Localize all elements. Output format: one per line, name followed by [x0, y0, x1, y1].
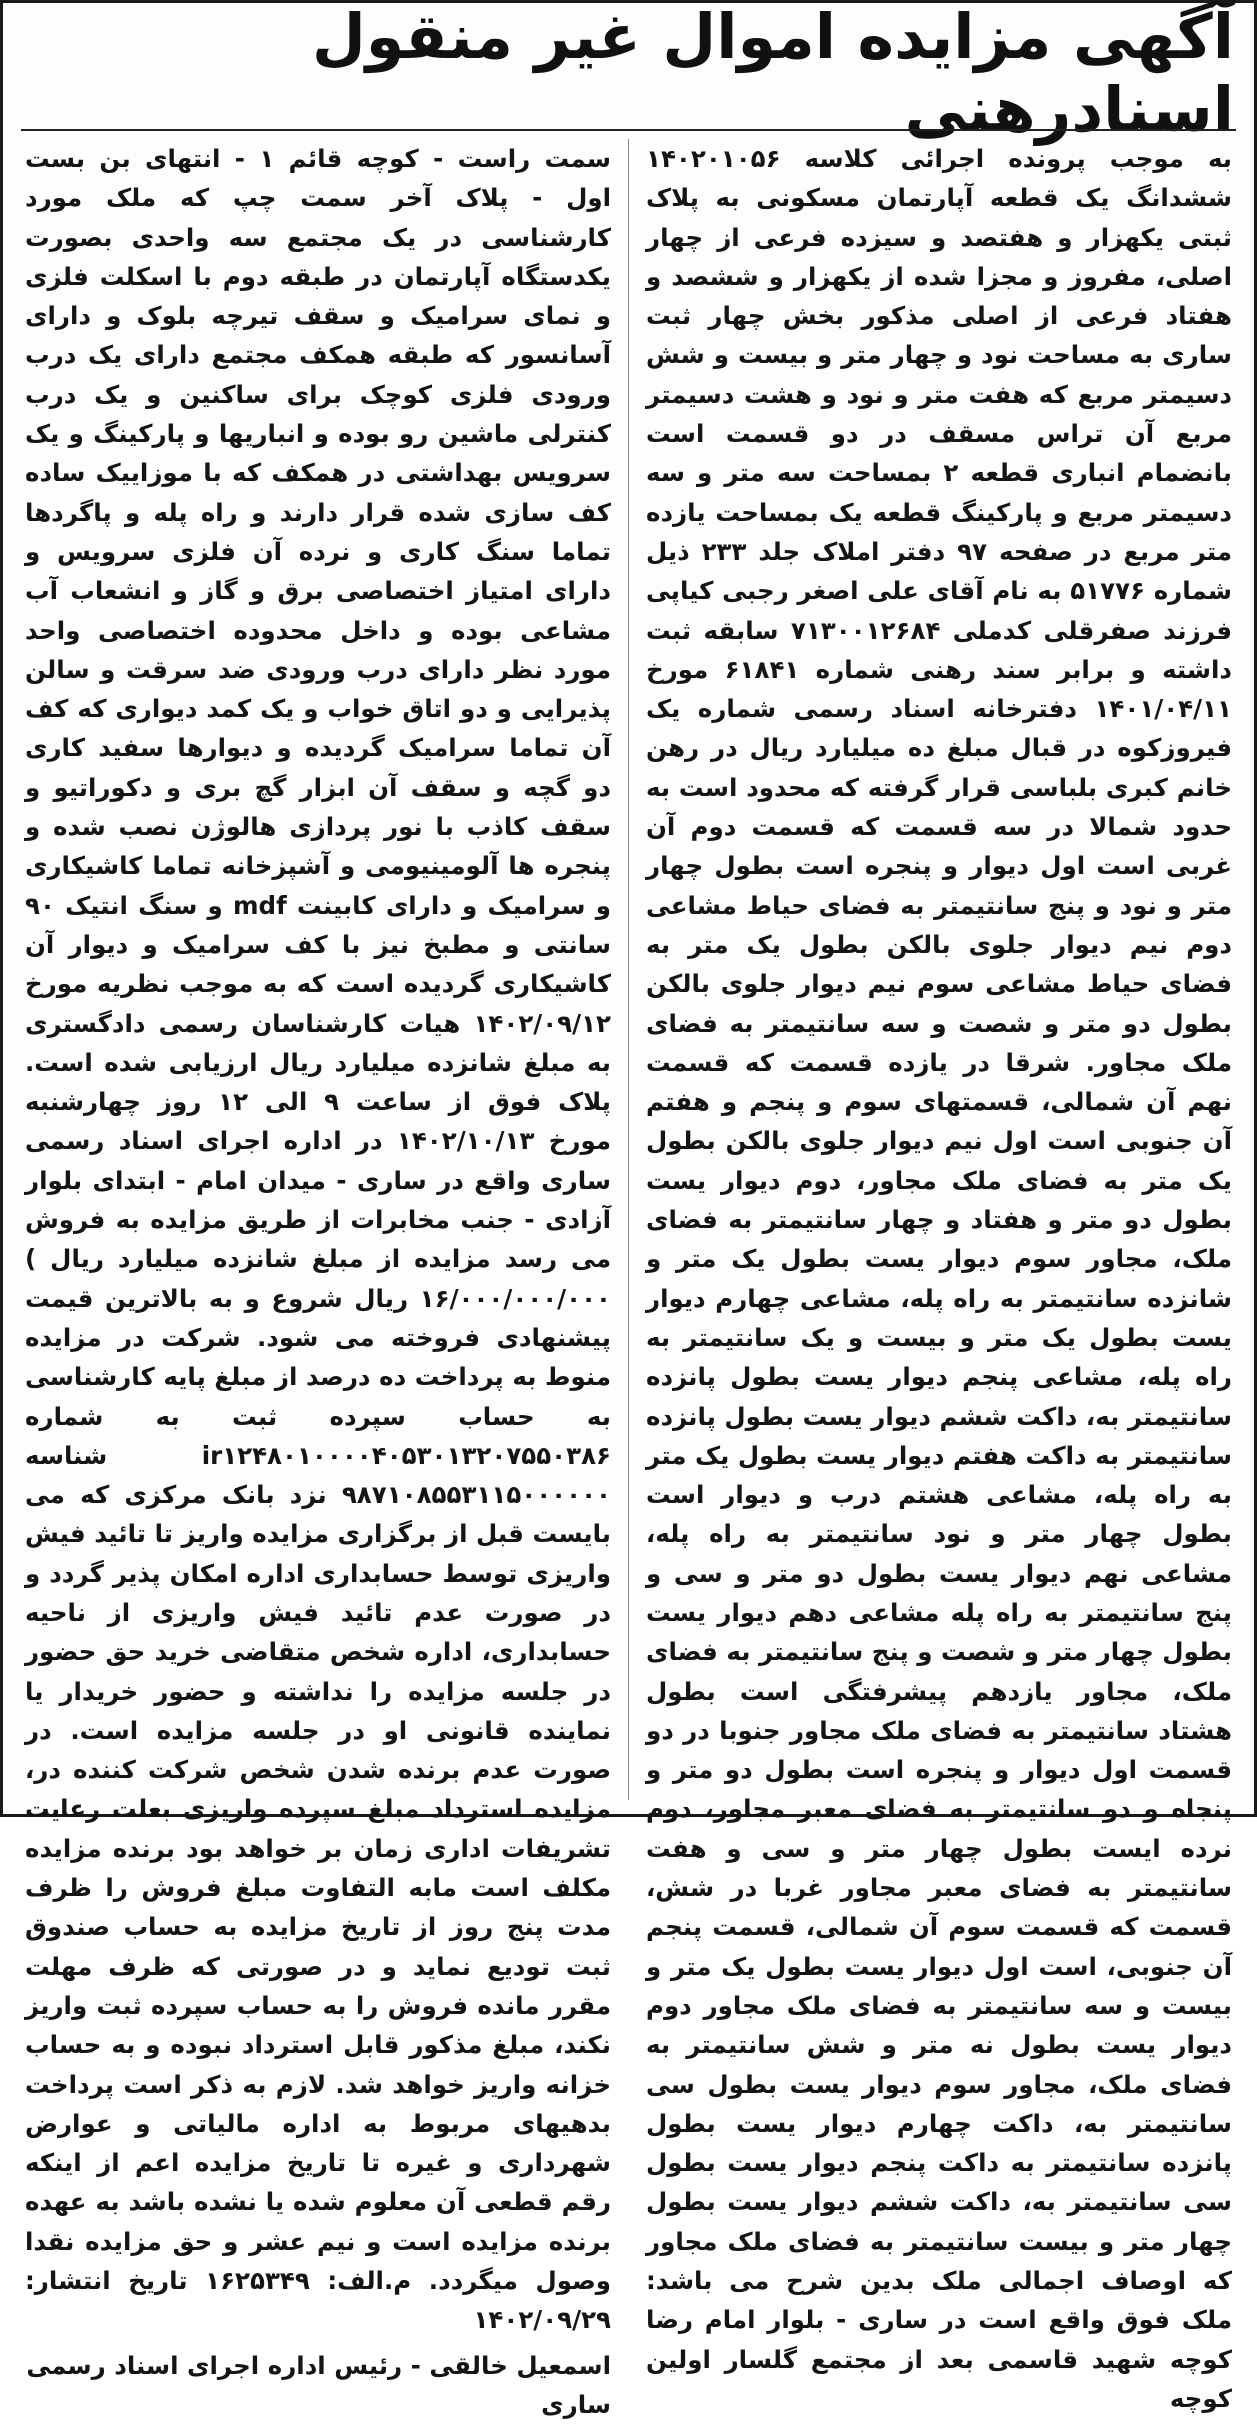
right-column	[646, 139, 1233, 2413]
signature-line: اسمعیل خالقی - رئیس اداره اجرای اسناد رسمی ساری	[26, 2350, 611, 2419]
left-column	[25, 139, 611, 2419]
text-columns	[25, 139, 1233, 2419]
right-column-text: به موجب پرونده اجرائی کلاسه ۱۴۰۲۰۱۰۵۶ ششدانگ یک قطعه آپارتمان مسکونی به پلاک ثبتی یکهزار و هفتصد و سیزده فرعی از چهار اصلی، مفروز و مجزا شده از یکهزار و ششصد و هفتاد فرعی از اصلی مذکور بخش چهار ثبت ساری به مساحت نود و چهار متر و بیست و شش دسیمتر مربع که هفت متر و نود و هشت دسیمتر مربع آن تراس مسقف در دو قسمت است بانضمام انباری قطعه ۲ بمساحت سه متر و سه دسیمتر مربع و پارکینگ قطعه یک بمساحت یازده متر مربع در صفحه ۹۷ دفتر املاک جلد ۲۳۳ ذیل شماره ۵۱۷۷۶ به نام آقای علی اصغر رجبی کیاپی فرزند صفرقلی کدملی ۷۱۳۰۰۱۲۶۸۴ سابقه ثبت داشته و برابر سند رهنی شماره ۶۱۸۴۱ مورخ ۱۴۰۱/۰۴/۱۱ دفترخانه اسناد رسمی شماره یک فیروزکوه در قبال مبلغ ده میلیارد ریال در رهن خانم کبری بلباسی قرار گرفته که محدود است به حدود شمالا در سه قسمت که قسمت دوم آن غربی است اول دیوار و پنجره است بطول چهار متر و نود و پنج سانتیمتر به فضای حیاط مشاعی دوم نیم دیوار جلوی بالکن بطول یک متر به فضای حیاط مشاعی سوم نیم دیوار جلوی بالکن بطول دو متر و شصت و سه سانتیمتر به فضای ملک مجاور. شرقا در یازده قسمت که قسمت نهم آن شمالی، قسمتهای سوم و پنجم و هفتم آن جنوبی است اول نیم دیوار جلوی بالکن بطول یک متر به فضای ملک مجاور، دوم دیوار یست بطول دو متر و هفتاد و چهار سانتیمتر به فضای ملک، مجاور سوم دیوار یست بطول یک متر و شانزده سانتیمتر به راه پله، مشاعی چهارم دیوار یست بطول یک متر و بیست و یک سانتیمتر به راه پله، مشاعی پنجم دیوار یست بطول پانزده سانتیمتر به، داکت ششم دیوار یست بطول پانزده سانتیمتر به داکت هفتم دیوار یست بطول یک متر به راه پله، مشاعی هشتم درب و دیوار است بطول چهار متر و نود سانتیمتر به راه پله، مشاعی نهم دیوار یست بطول دو متر و سی و پنج سانتیمتر به راه پله مشاعی دهم دیوار یست بطول چهار متر و شصت و پنج سانتیمتر به فضای ملک، مجاور یازدهم پیشرفتگی است بطول هشتاد سانتیمتر به فضای ملک مجاور جنوبا در دو قسمت اول دیوار و پنجره است بطول دو متر و پنجاه و دو سانتیمتر به فضای معبر مجاور، دوم نرده ایست بطول چهار متر و سی و هفت سانتیمتر به فضای معبر مجاور غربا در شش، قسمت که قسمت سوم آن شمالی، قسمت پنجم آن جنوبی، است اول دیوار یست بطول یک متر و بیست و سه سانتیمتر به فضای ملک مجاور دوم دیوار یست بطول نه متر و شش سانتیمتر به فضای ملک، مجاور سوم دیوار یست بطول سی سانتیمتر به، داکت چهارم دیوار یست بطول پانزده سانتیمتر به داکت پنجم دیوار یست بطول سی سانتیمتر به، داکت ششم دیوار یست بطول چهار متر و بیست سانتیمتر به فضای ملک مجاور که اوصاف اجمالی ملک بدین شرح می باشد: ملک فوق واقع است در ساری - بلوار امام رضا کوچه شهید قاسمی بعد از مجتمع گلسار اولین کوچه	[646, 144, 1233, 2413]
title-divider	[21, 129, 1236, 131]
left-column-text: سمت راست - کوچه قائم ۱ - انتهای بن بست اول - پلاک آخر سمت چپ که ملک مورد کارشناسی در یک مجتمع سه واحدی بصورت یکدستگاه آپارتمان در طبقه دوم با اسکلت فلزی و نمای سرامیک و سقف تیرچه بلوک و دارای آسانسور که طبقه همکف مجتمع دارای یک درب ورودی فلزی کوچک برای ساکنین و یک درب کنترلی ماشین رو بوده و انباریها و پارکینگ و یک سرویس بهداشتی در همکف که با موزاییک ساده کف سازی شده قرار دارند و راه پله و پاگردها تماما سنگ کاری و نرده آن فلزی سرویس و دارای امتیاز اختصاصی برق و گاز و انشعاب آب مشاعی بوده و داخل محدوده اختصاصی واحد مورد نظر دارای درب ورودی ضد سرقت و سالن پذیرایی و دو اتاق خواب و یک کمد دیواری که کف آن تماما سرامیک گردیده و دیوارها سفید کاری دو گچه و سقف آن ابزار گچ بری و دکوراتیو و سقف کاذب با نور پردازی هالوژن نصب شده و پنجره ها آلومینیومی و آشپزخانه تماما کاشیکاری و سرامیک و دارای کابینت mdf و سنگ انتیک ۹۰ سانتی و مطبخ نیز با کف سرامیک و دیوار آن کاشیکاری گردیده است که به موجب نظریه مورخ ۱۴۰۲/۰۹/۱۲ هیات کارشناسان رسمی دادگستری به مبلغ شانزده میلیارد ریال ارزیابی شده است. پلاک فوق از ساعت ۹ الی ۱۲ روز چهارشنبه مورخ ۱۴۰۲/۱۰/۱۳ در اداره اجرای اسناد رسمی ساری واقع در ساری - میدان امام - ابتدای بلوار آزادی - جنب مخابرات از طریق مزایده به فروش می رسد مزایده از مبلغ شانزده میلیارد ریال ) ۱۶/۰۰۰/۰۰۰/۰۰۰ ریال شروع و به بالاترین قیمت پیشنهادی فروخته می شود. شرکت در مزایده منوط به پرداخت ده درصد از مبلغ پایه کارشناسی به حساب سپرده ثبت به شماره ir۱۲۴۸۰۱۰۰۰۰۴۰۵۳۰۱۳۲۰۷۵۵۰۳۸۶ شناسه ۹۸۷۱۰۸۵۵۳۱۱۵۰۰۰۰۰۰ نزد بانک مرکزی که می بایست قبل از برگزاری مزایده واریز تا تائید فیش واریزی توسط حسابداری اداره امکان پذیر گردد و در صورت عدم تائید فیش واریزی از ناحیه حسابداری، اداره شخص متقاضی خرید حق حضور در جلسه مزایده را نداشته و حضور خریدار یا نماینده قانونی او در جلسه مزایده است. در صورت عدم برنده شدن شخص شرکت کننده در، مزایده استرداد مبلغ سپرده واریزی بعلت رعایت تشریفات اداری زمان بر خواهد بود برنده مزایده مکلف است مابه التفاوت مبلغ فروش را ظرف مدت پنج روز از تاریخ مزایده به حساب صندوق ثبت تودیع نماید و در صورتی که ظرف مهلت مقرر مانده فروش را به حساب سپرده ثبت واریز نکند، مبلغ مذکور قابل استرداد نبوده و به حساب خزانه واریز خواهد شد. لازم به ذکر است پرداخت بدهیهای مربوط به اداره مالیاتی و عوارض شهرداری و غیره تا تاریخ مزایده اعم از اینکه رقم قطعی آن معلوم شده یا نشده باشد به عهده برنده مزایده است و نیم عشر و حق مزایده نقدا وصول میگردد. م.الف: ۱۶۲۵۳۴۹ تاریخ انتشار: ۱۴۰۲/۰۹/۲۹	[25, 144, 611, 2335]
ad-title: آگهی مزایده اموال غیر منقول اسنادرهنی	[312, 0, 1234, 146]
column-divider	[628, 139, 629, 1800]
